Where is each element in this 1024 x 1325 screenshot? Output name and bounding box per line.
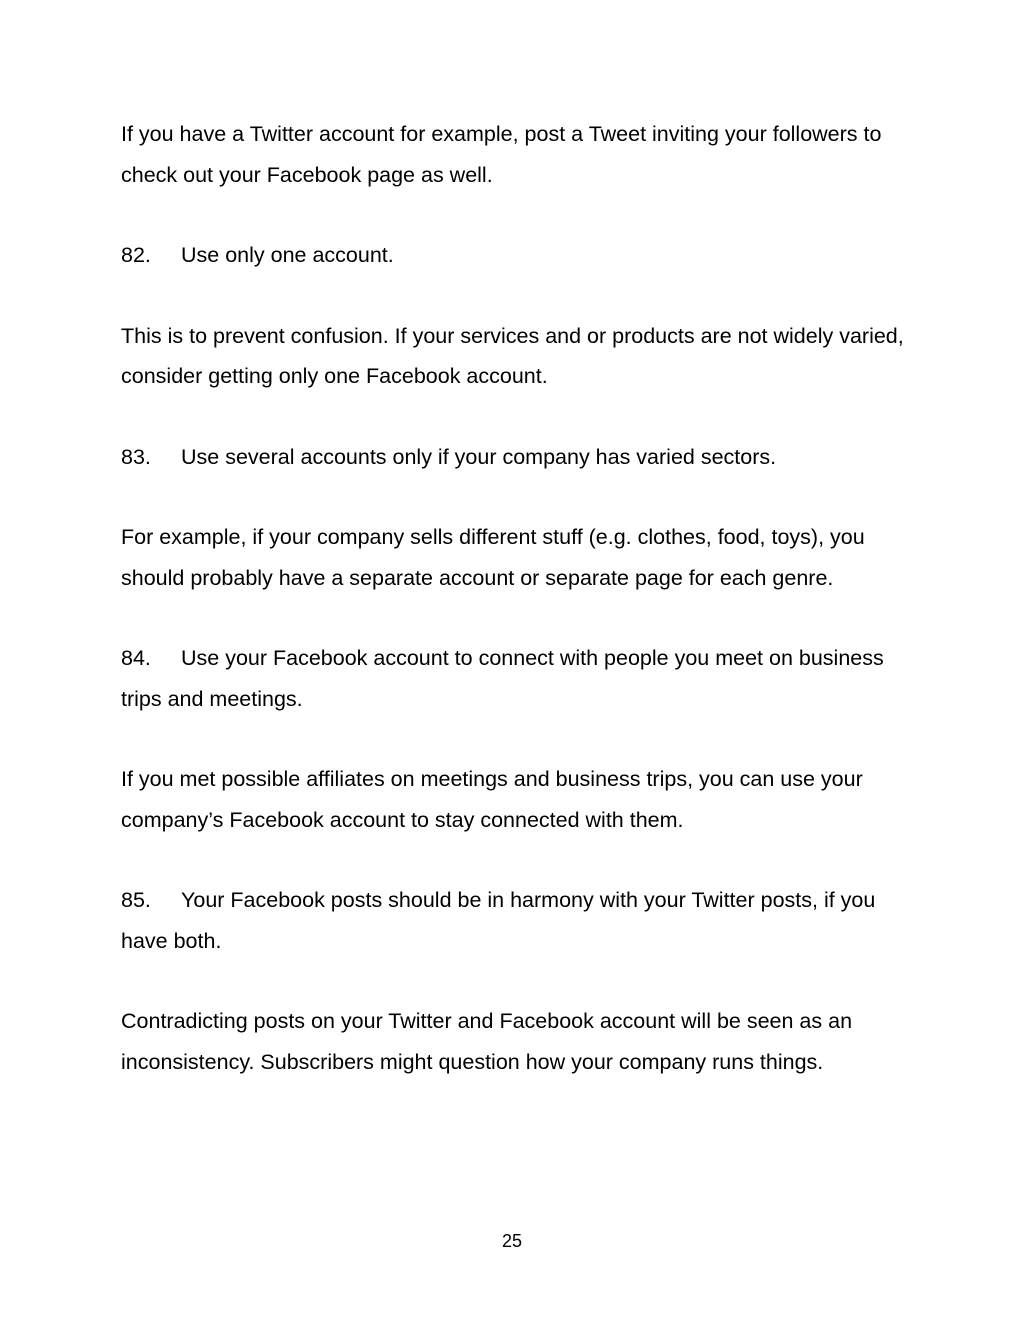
- paragraph: If you met possible affiliates on meetings and business trips, you can use your company’s Facebook account to stay connected with them.: [121, 767, 863, 832]
- item-number: 84.: [121, 646, 151, 670]
- numbered-heading: [121, 638, 911, 719]
- paragraph: If you have a Twitter account for example, post a Tweet inviting your followers to check out your Facebook page as well.: [121, 122, 882, 187]
- page-number: 25: [501, 1231, 523, 1251]
- paragraph: Contradicting posts on your Twitter and Facebook account will be seen as an inconsistency. Subscribers might question how your company runs things.: [121, 1009, 853, 1074]
- page-content: [121, 114, 911, 1122]
- numbered-heading: [121, 437, 911, 478]
- item-number: 83.: [121, 444, 151, 469]
- paragraph: This is to prevent confusion. If your services and or products are not widely varied, consider getting only one Facebook account.: [121, 323, 904, 388]
- paragraph: For example, if your company sells different stuff (e.g. clothes, food, toys), you should probably have a separate account or separate page for each genre.: [121, 525, 865, 590]
- numbered-heading: [121, 880, 911, 961]
- item-number: 82.: [121, 243, 151, 267]
- numbered-heading: [121, 235, 911, 276]
- item-text: Use several accounts only if your company has varied sectors.: [181, 444, 777, 469]
- item-text: Your Facebook posts should be in harmony with your Twitter posts, if you have both.: [121, 888, 876, 953]
- item-text: Use your Facebook account to connect with people you meet on business trips and meetings.: [121, 646, 884, 711]
- item-number: 85.: [121, 888, 151, 912]
- item-text: Use only one account.: [181, 243, 394, 267]
